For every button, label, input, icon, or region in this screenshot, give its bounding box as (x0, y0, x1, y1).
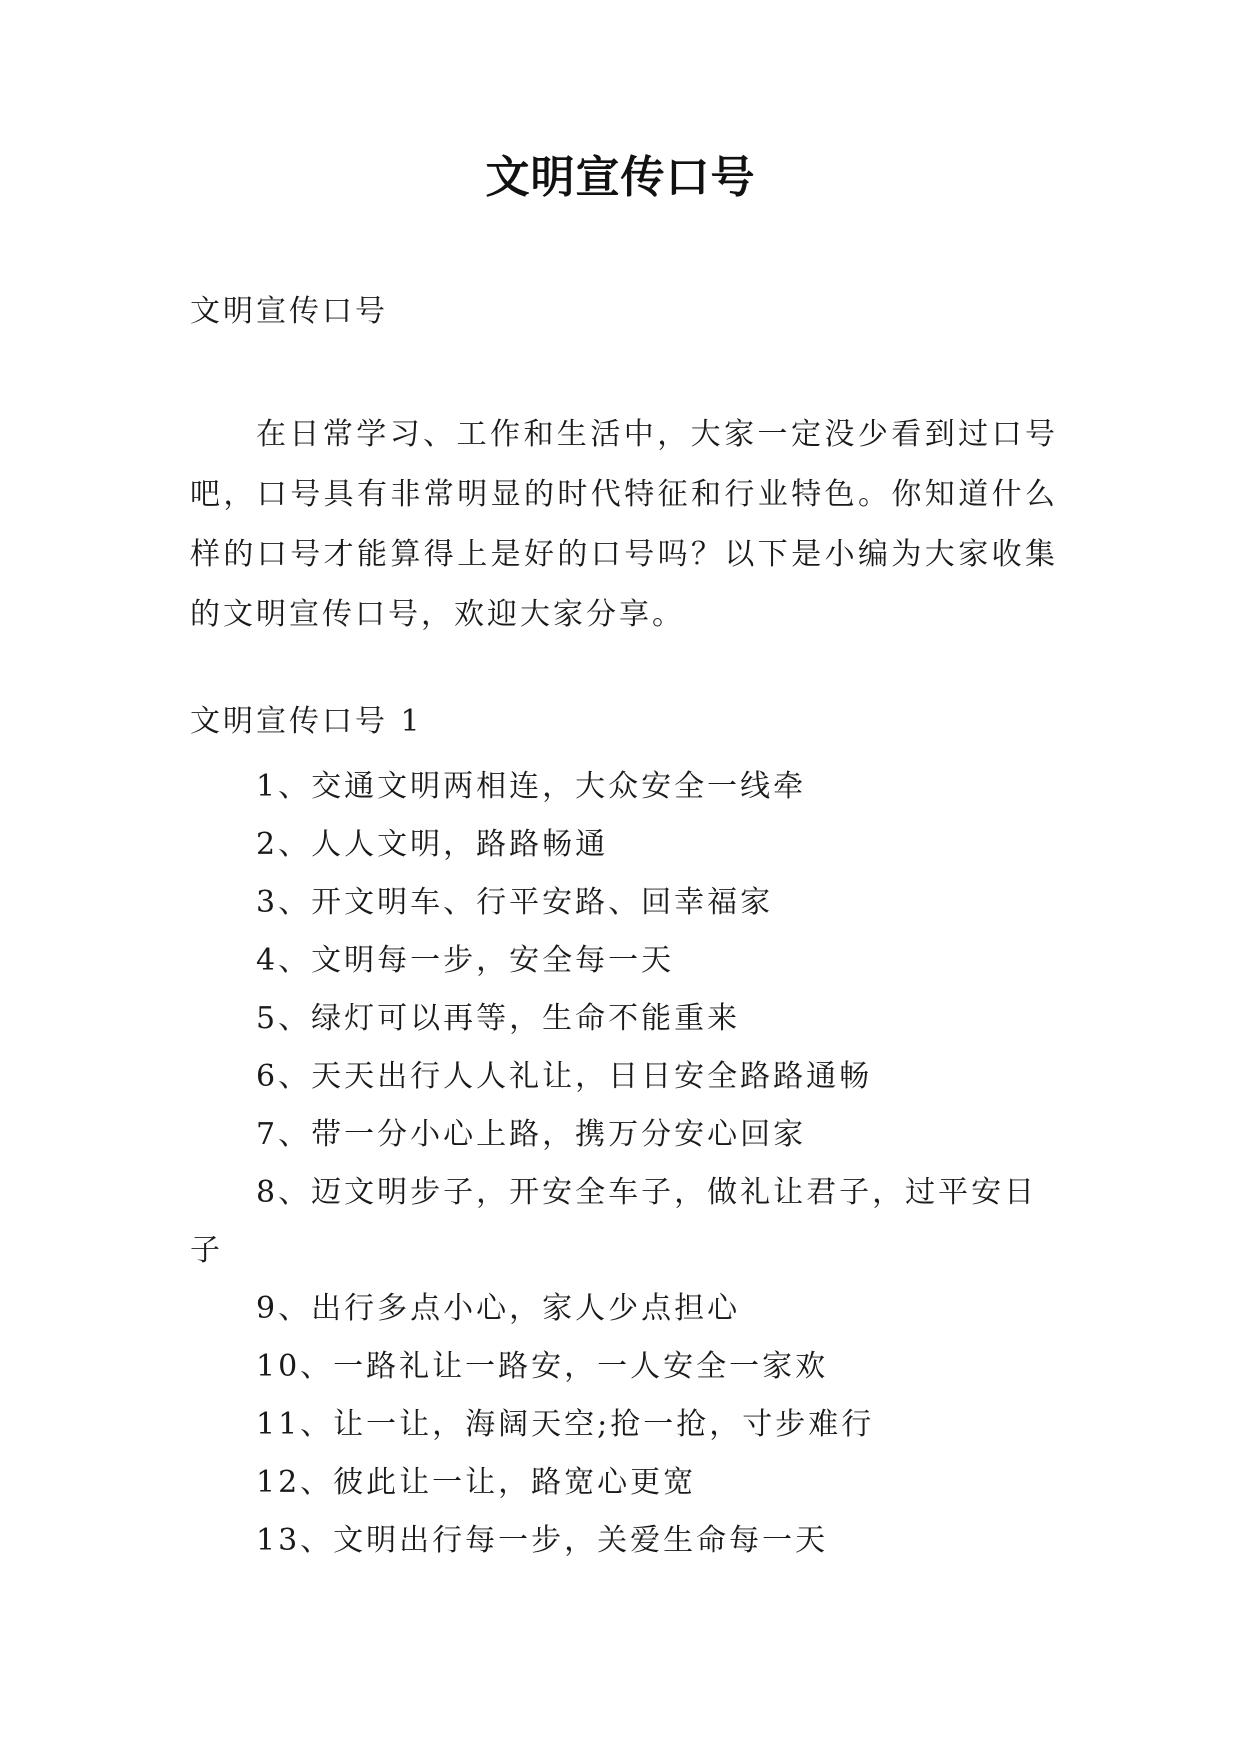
slogan-item: 12、彼此让一让，路宽心更宽 (256, 1465, 697, 1500)
slogan-item: 3、开文明车、行平安路、回幸福家 (256, 885, 774, 920)
slogan-item: 8、迈文明步子，开安全车子，做礼让君子，过平安日子 (190, 1175, 1038, 1268)
slogan-item: 7、带一分小心上路，携万分安心回家 (256, 1117, 807, 1152)
slogan-item: 10、一路礼让一路安，一人安全一家欢 (256, 1349, 829, 1384)
section-heading: 文明宣传口号 1 (190, 704, 423, 739)
document-title: 文明宣传口号 (485, 152, 756, 203)
slogan-item: 11、让一让，海阔天空;抢一抢，寸步难行 (256, 1407, 875, 1442)
slogan-item: 1、交通文明两相连，大众安全一线牵 (256, 769, 807, 804)
slogan-item: 5、绿灯可以再等，生命不能重来 (256, 1001, 741, 1036)
slogan-item: 6、天天出行人人礼让，日日安全路路通畅 (256, 1059, 873, 1094)
document-subheading: 文明宣传口号 (190, 294, 388, 329)
slogan-item: 4、文明每一步，安全每一天 (256, 943, 675, 978)
slogan-item: 13、文明出行每一步，关爱生命每一天 (256, 1523, 829, 1558)
slogan-item: 2、人人文明，路路畅通 (256, 827, 609, 862)
intro-paragraph: 在日常学习、工作和生活中，大家一定没少看到过口号吧，口号具有非常明显的时代特征和行业特色。你知道什么样的口号才能算得上是好的口号吗？以下是小编为大家收集的文明宣传口号，欢迎大家分享。 (190, 417, 1058, 632)
slogan-item: 9、出行多点小心，家人少点担心 (256, 1291, 741, 1326)
slogan-list (190, 758, 1058, 1570)
